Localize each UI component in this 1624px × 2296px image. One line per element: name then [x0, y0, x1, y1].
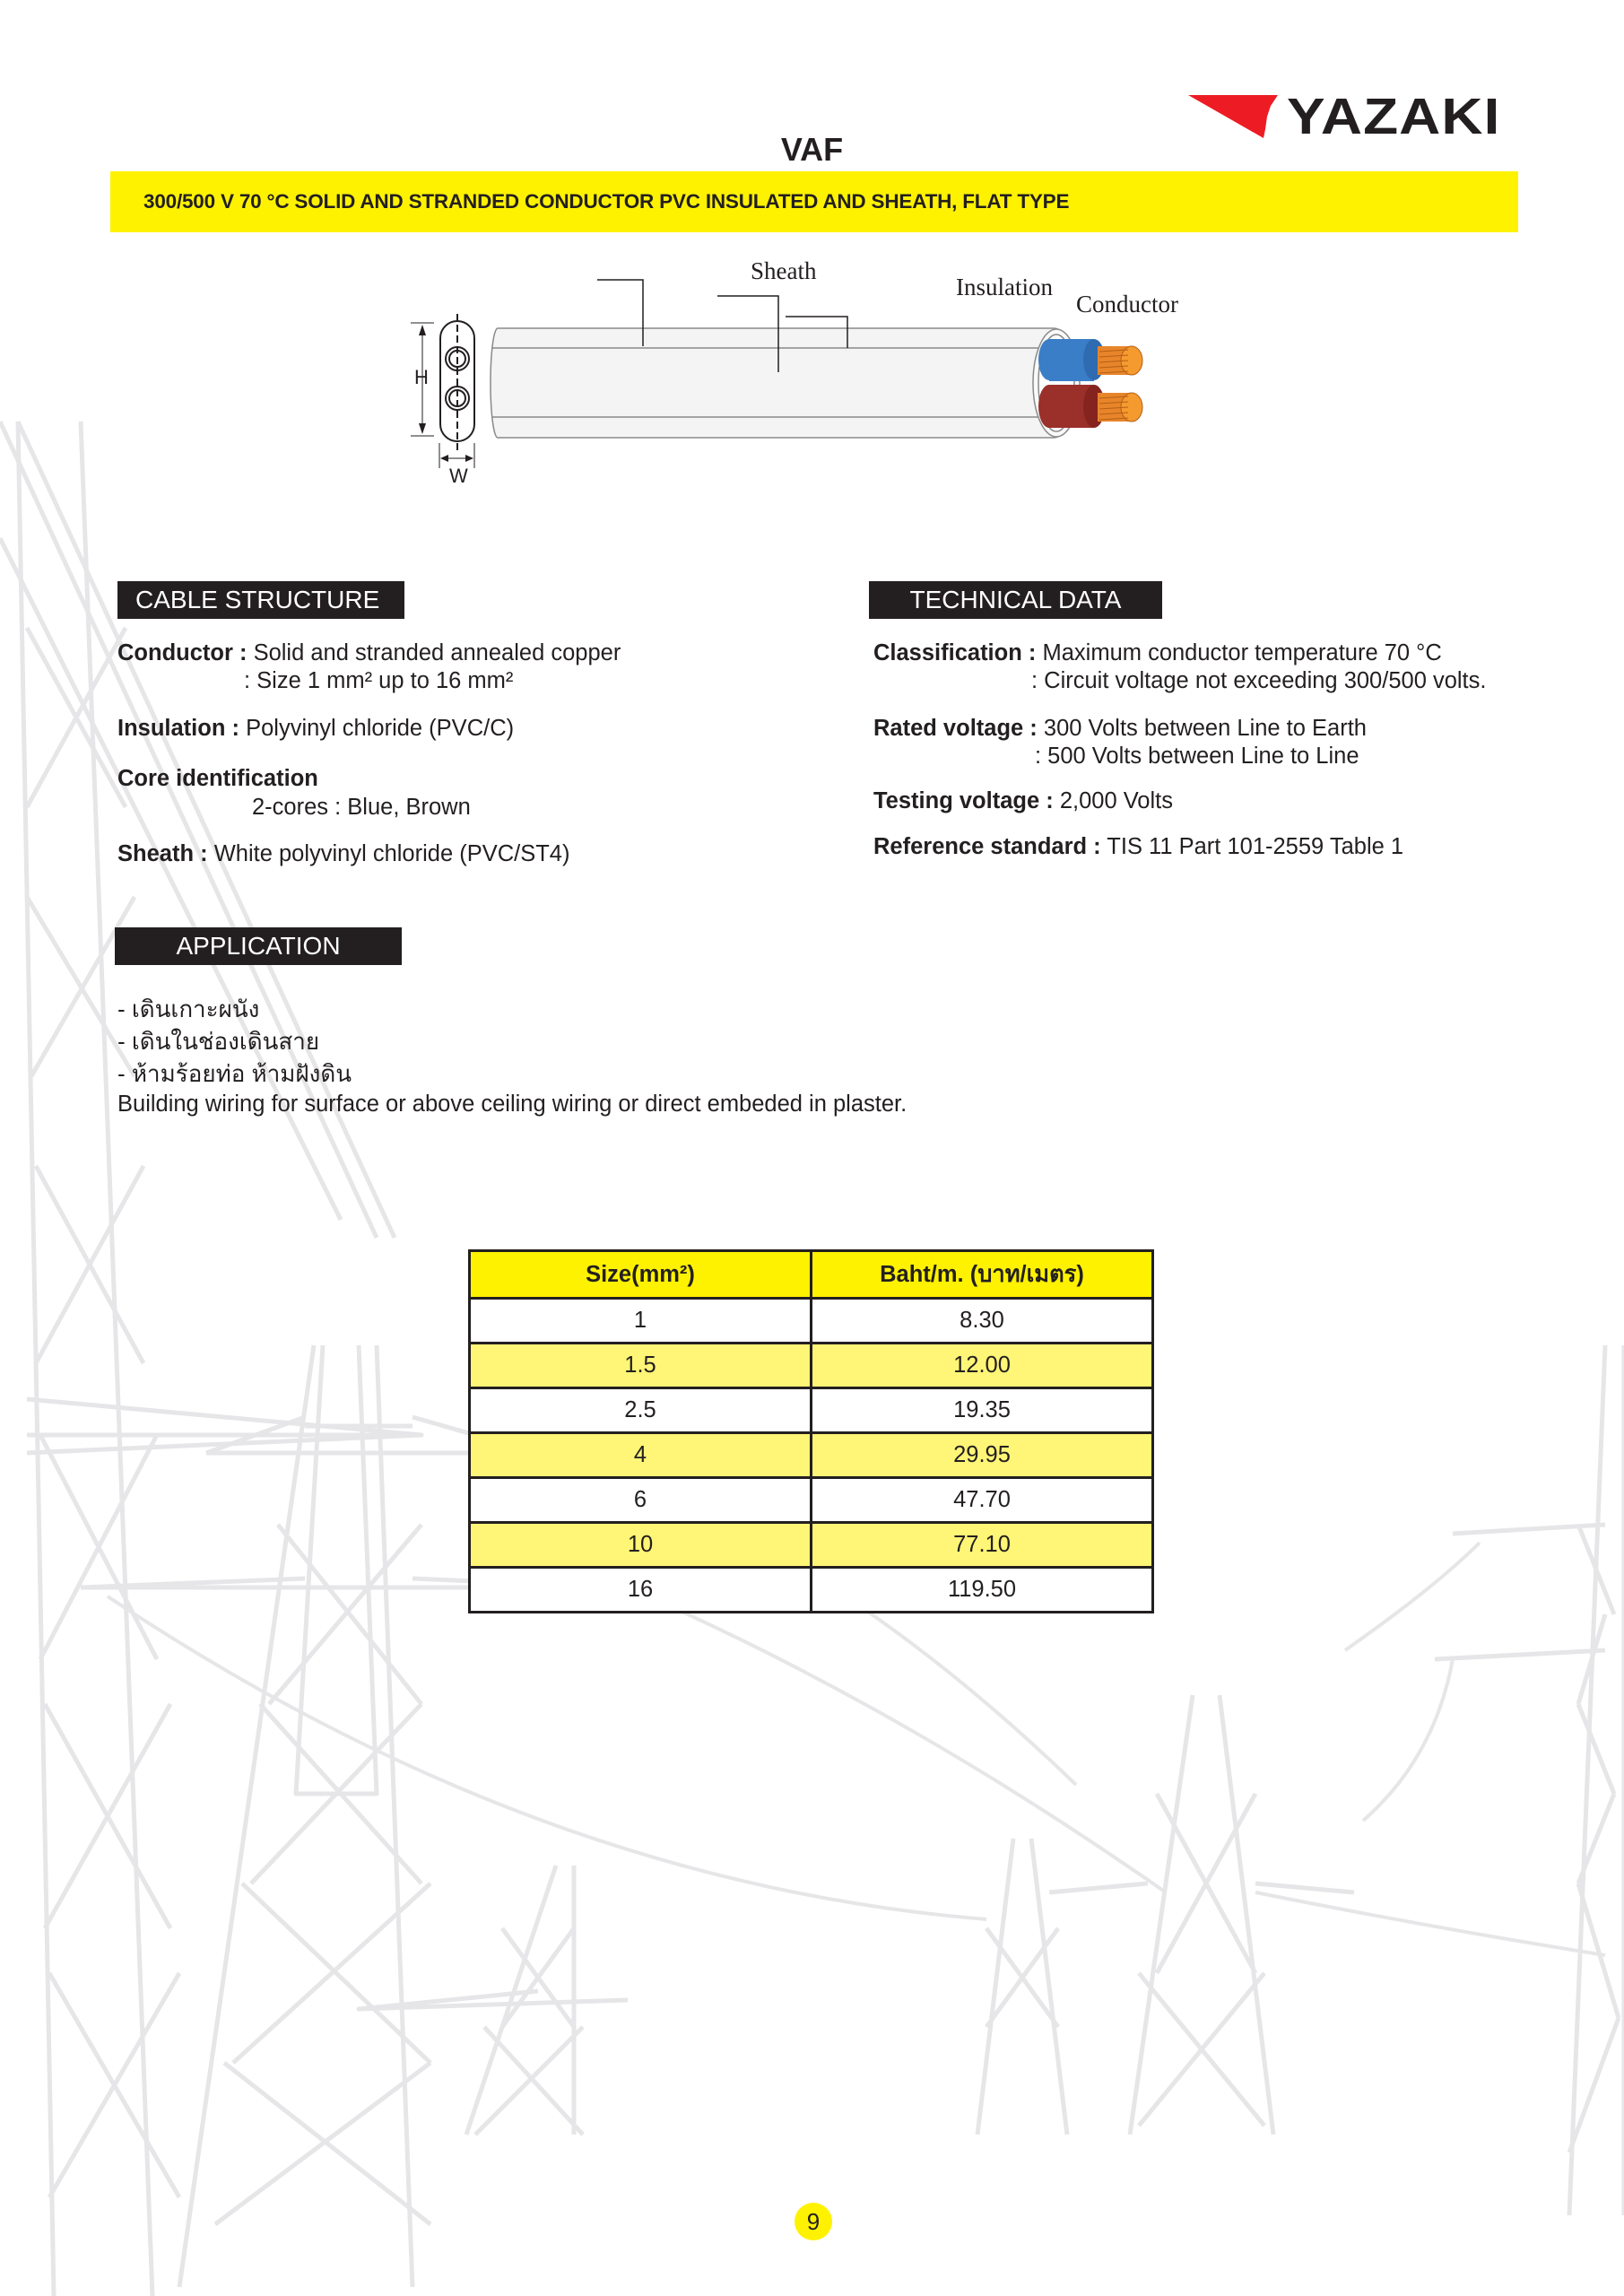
testing-voltage-spec: [873, 787, 1173, 815]
price-cell: 77.10: [812, 1523, 1153, 1568]
classification-spec: [873, 639, 1442, 667]
classification-value: Maximum conductor temperature 70 °C: [1042, 640, 1442, 665]
width-dimension-label: W: [449, 465, 468, 487]
size-cell: 1: [470, 1299, 812, 1344]
page-number-badge: 9: [795, 2203, 832, 2240]
size-column-header: Size(mm²): [470, 1251, 812, 1299]
reference-standard-spec: [873, 832, 1403, 861]
table-row: [470, 1299, 1153, 1344]
cable-structure-heading: CABLE STRUCTURE: [117, 581, 404, 619]
price-cell: 119.50: [812, 1568, 1153, 1613]
price-cell: 8.30: [812, 1299, 1153, 1344]
conductor-label: Conductor: [1076, 291, 1178, 317]
sheath-value: White polyvinyl chloride (PVC/ST4): [213, 841, 570, 866]
sheath-label: Sheath: [751, 257, 817, 284]
size-cell: 16: [470, 1568, 812, 1613]
sheath-label: Sheath :: [117, 841, 208, 866]
technical-data-heading: TECHNICAL DATA: [869, 581, 1162, 619]
height-dimension-label: H: [414, 366, 429, 388]
size-cell: 4: [470, 1433, 812, 1478]
price-table: [468, 1249, 1154, 1613]
application-list: [117, 993, 907, 1120]
application-item: - เดินเกาะผนัง: [117, 996, 260, 1022]
price-cell: 12.00: [812, 1344, 1153, 1388]
testing-voltage-value: 2,000 Volts: [1059, 788, 1173, 813]
conductor-value: Solid and stranded annealed copper: [253, 640, 621, 665]
application-description: Building wiring for surface or above ceiling wiring or direct embeded in plaster.: [117, 1091, 908, 1117]
brown-core: [1038, 385, 1142, 428]
size-cell: 2.5: [470, 1388, 812, 1433]
size-cell: 1.5: [470, 1344, 812, 1388]
price-cell: 19.35: [812, 1388, 1153, 1433]
product-description: 300/500 V 70 °C SOLID AND STRANDED CONDUCTOR PVC INSULATED AND SHEATH, FLAT TYPE: [143, 190, 1070, 213]
cable-diagram: [395, 251, 1220, 493]
insulation-value: Polyvinyl chloride (PVC/C): [246, 716, 515, 741]
product-description-banner: [110, 171, 1518, 232]
classification-label: Classification :: [873, 640, 1037, 665]
reference-standard-value: TIS 11 Part 101-2559 Table 1: [1107, 834, 1404, 859]
table-row: [470, 1433, 1153, 1478]
insulation-spec: [117, 714, 514, 743]
blue-core: [1038, 339, 1142, 381]
table-header-row: [470, 1251, 1153, 1299]
application-heading: APPLICATION: [115, 927, 402, 965]
table-row: [470, 1568, 1153, 1613]
core-identification-value: 2-cores : Blue, Brown: [252, 795, 471, 820]
application-item: - เดินในช่องเดินสาย: [117, 1028, 320, 1055]
price-cell: 47.70: [812, 1478, 1153, 1523]
sheath-body: [491, 328, 1080, 438]
reference-standard-label: Reference standard :: [873, 834, 1101, 859]
rated-voltage-spec: [873, 714, 1367, 743]
testing-voltage-label: Testing voltage :: [873, 788, 1054, 813]
size-cell: 10: [470, 1523, 812, 1568]
conductor-label: Conductor :: [117, 640, 248, 665]
rated-voltage-value: 300 Volts between Line to Earth: [1043, 716, 1367, 741]
rated-voltage-label: Rated voltage :: [873, 716, 1038, 741]
insulation-label: Insulation :: [117, 716, 239, 741]
product-code-title: VAF: [780, 131, 844, 168]
logo-text: YAZAKI: [1287, 87, 1501, 145]
insulation-label: Insulation: [956, 274, 1053, 300]
table-row: [470, 1478, 1153, 1523]
table-row: [470, 1523, 1153, 1568]
price-cell: 29.95: [812, 1433, 1153, 1478]
application-item: - ห้ามร้อยท่อ ห้ามฝังดิน: [117, 1060, 352, 1087]
core-identification-label: Core identification: [117, 766, 318, 791]
conductor-size: : Size 1 mm² up to 16 mm²: [244, 668, 514, 693]
cable-illustration: [395, 251, 1220, 493]
conductor-spec: [117, 639, 621, 667]
rated-voltage-line: : 500 Volts between Line to Line: [1035, 744, 1359, 769]
table-row: [470, 1344, 1153, 1388]
price-column-header: Baht/m. (บาท/เมตร): [812, 1251, 1153, 1299]
cross-section-icon: [411, 314, 474, 468]
size-cell: 6: [470, 1478, 812, 1523]
sheath-spec: [117, 839, 569, 868]
classification-voltage: : Circuit voltage not exceeding 300/500 volts.: [1031, 668, 1487, 693]
table-row: [470, 1388, 1153, 1433]
